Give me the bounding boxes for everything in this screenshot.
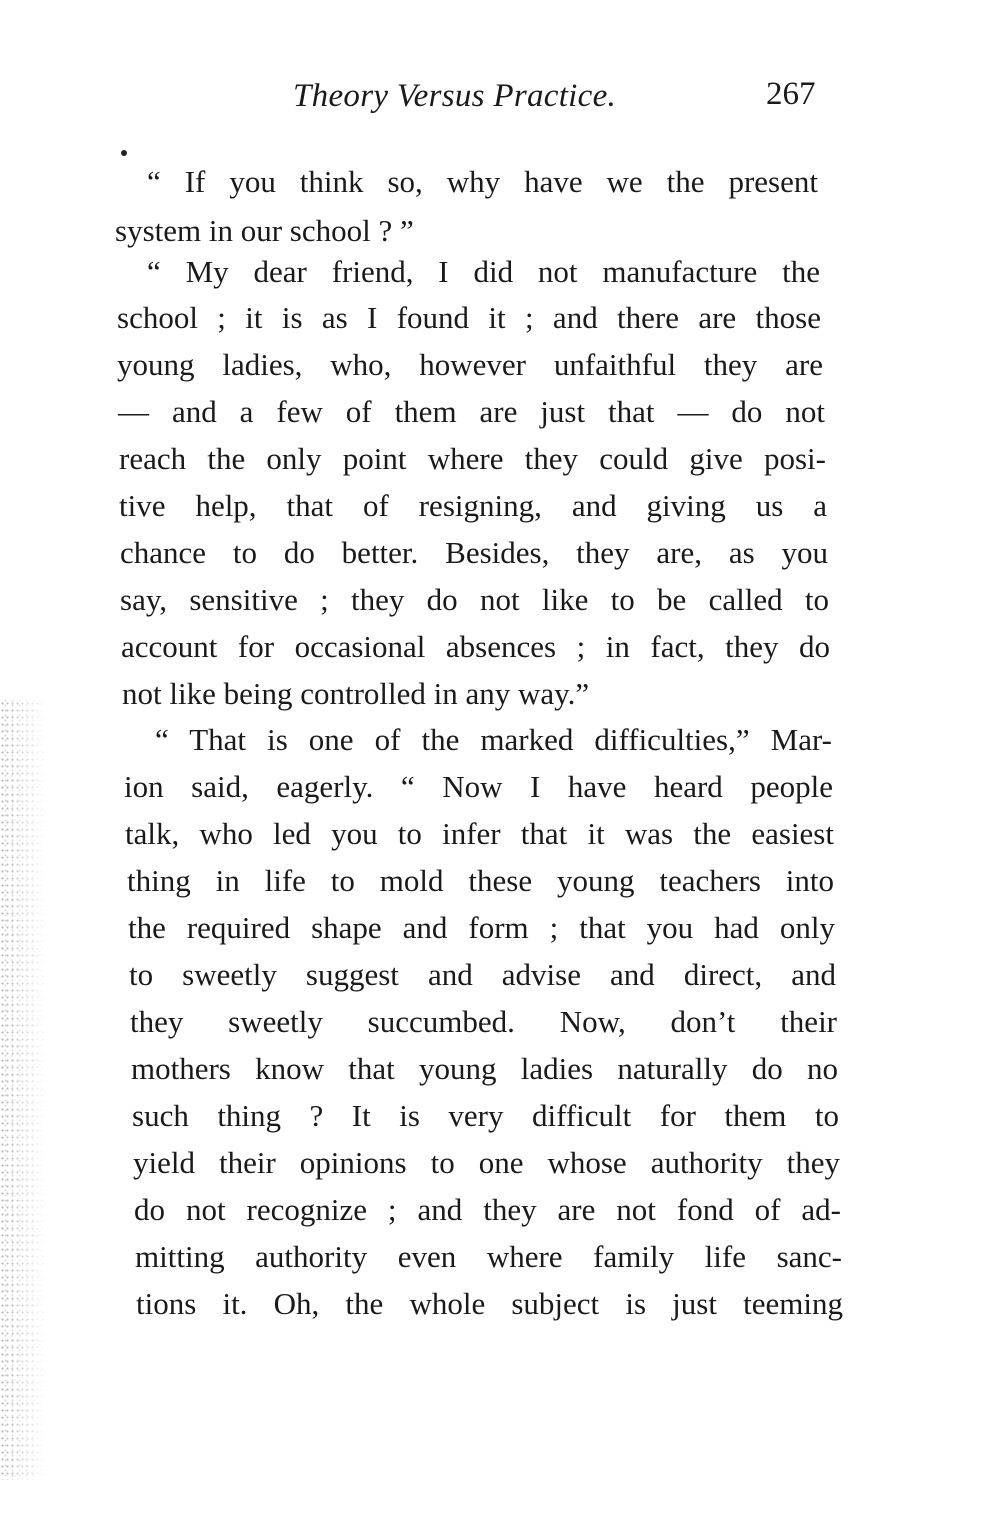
text-line: young ladies, who, however unfaithful they are bbox=[117, 347, 823, 382]
text-line: such thing ? It is very difficult for them to bbox=[132, 1098, 839, 1133]
text-line: thing in life to mold these young teachers into bbox=[127, 863, 834, 898]
text-line: to sweetly suggest and advise and direct, and bbox=[129, 957, 836, 992]
text-line: not like being controlled in any way.” bbox=[122, 676, 590, 711]
page-number: 267 bbox=[766, 76, 816, 112]
text-line: do not recognize ; and they are not fond of ad- bbox=[134, 1192, 841, 1227]
text-line: tions it. Oh, the whole subject is just teeming bbox=[136, 1286, 843, 1321]
text-line: mothers know that young ladies naturally do no bbox=[131, 1051, 838, 1086]
text-line: say, sensitive ; they do not like to be called to bbox=[120, 582, 829, 617]
text-line: yield their opinions to one whose authority they bbox=[133, 1145, 840, 1180]
text-line: school ; it is as I found it ; and there are those bbox=[117, 300, 821, 335]
text-line: “ That is one of the marked difficulties,” Mar- bbox=[155, 722, 832, 757]
text-line: mitting authority even where family life sanc- bbox=[135, 1239, 842, 1274]
text-line: talk, who led you to infer that it was the easiest bbox=[125, 816, 834, 851]
scan-edge-noise bbox=[0, 700, 48, 1480]
text-line: ion said, eagerly. “ Now I have heard people bbox=[124, 769, 833, 804]
text-line: tive help, that of resigning, and giving us a bbox=[119, 488, 827, 523]
text-line: chance to do better. Besides, they are, as you bbox=[120, 535, 828, 570]
text-line: reach the only point where they could give posi- bbox=[119, 441, 826, 476]
text-line: “ If you think so, why have we the present bbox=[147, 164, 818, 199]
running-title: Theory Versus Practice. bbox=[293, 78, 617, 114]
text-line: — and a few of them are just that — do not bbox=[118, 394, 825, 429]
text-line: “ My dear friend, I did not manufacture the bbox=[147, 254, 820, 289]
text-line: they sweetly succumbed. Now, don’t their bbox=[130, 1004, 837, 1039]
text-line: system in our school ? ” bbox=[115, 213, 414, 248]
text-line: account for occasional absences ; in fact, they do bbox=[121, 629, 830, 664]
ink-dot bbox=[121, 150, 127, 156]
text-line: the required shape and form ; that you had only bbox=[128, 910, 835, 945]
